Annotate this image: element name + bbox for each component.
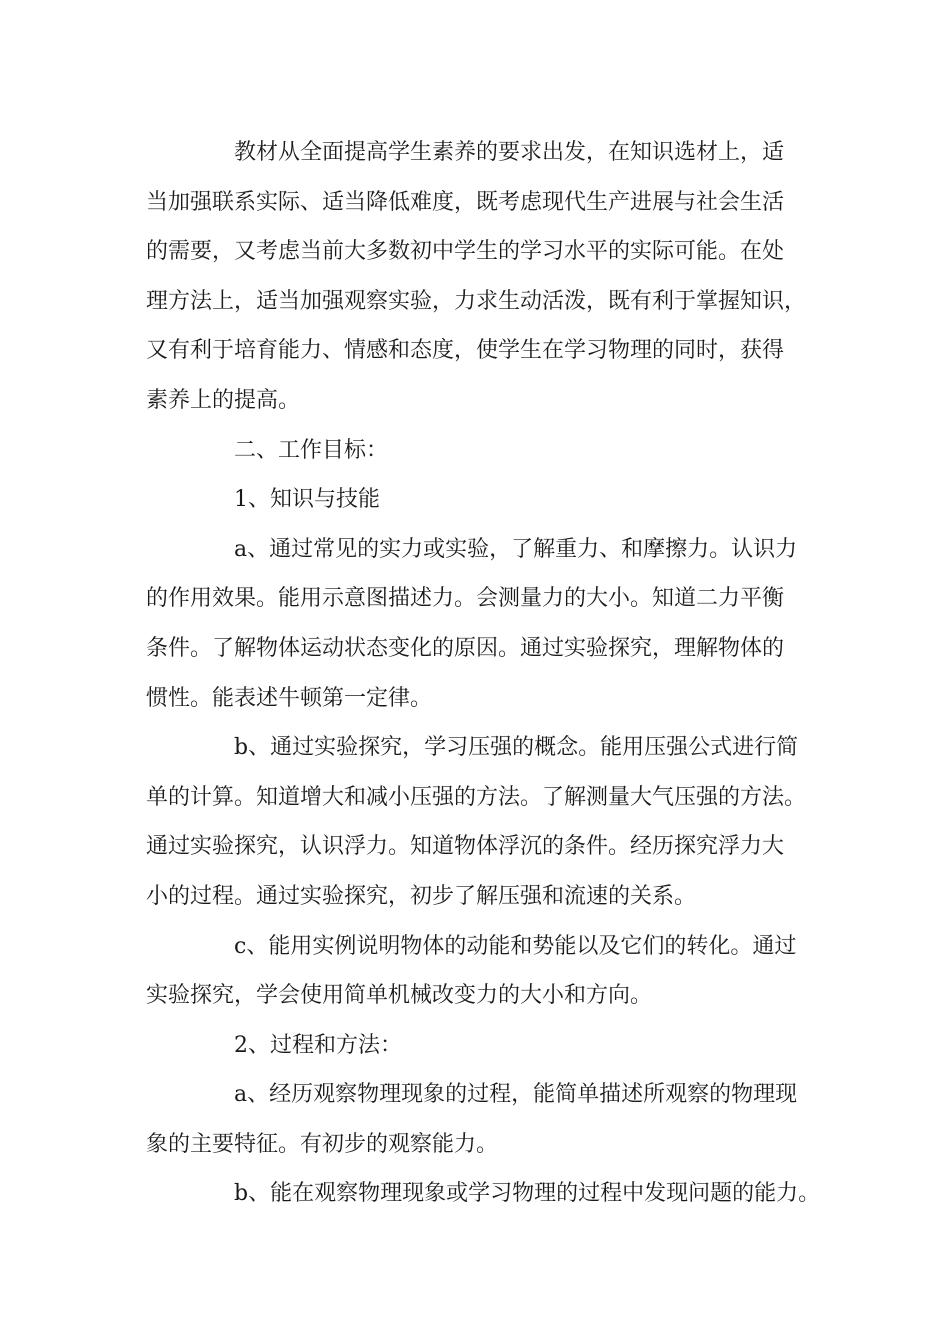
paragraph-line: 实验探究，学会使用简单机械改变力的大小和方向。	[146, 983, 653, 1009]
paragraph-line: 的需要，又考虑当前大多数初中学生的学习水平的实际可能。在处	[146, 239, 785, 265]
subsection-heading: 1、知识与技能	[234, 487, 380, 513]
paragraph-line: b、通过实验探究，学习压强的概念。能用压强公式进行简	[234, 735, 799, 761]
paragraph-line: 通过实验探究，认识浮力。知道物体浮沉的条件。经历探究浮力大	[146, 834, 785, 860]
section-heading: 二、工作目标：	[234, 437, 389, 463]
paragraph-line: 素养上的提高。	[146, 387, 301, 413]
paragraph-line: a、经历观察物理现象的过程，能简单描述所观察的物理现	[234, 1082, 798, 1108]
paragraph-line: 的作用效果。能用示意图描述力。会测量力的大小。知道二力平衡	[146, 586, 785, 612]
paragraph-line: 象的主要特征。有初步的观察能力。	[146, 1131, 499, 1157]
paragraph-line: 又有利于培育能力、情感和态度，使学生在学习物理的同时，获得	[146, 338, 785, 364]
paragraph-line: c、能用实例说明物体的动能和势能以及它们的转化。通过	[234, 933, 797, 959]
document-body	[146, 128, 826, 1219]
paragraph-line: b、能在观察物理现象或学习物理的过程中发现问题的能力。	[234, 1181, 821, 1207]
paragraph-line: 单的计算。知道增大和减小压强的方法。了解测量大气压强的方法。	[146, 784, 807, 810]
paragraph-line: 惯性。能表述牛顿第一定律。	[146, 685, 433, 711]
paragraph-line: 条件。了解物体运动状态变化的原因。通过实验探究，理解物体的	[146, 635, 785, 661]
paragraph-line: a、通过常见的实力或实验，了解重力、和摩擦力。认识力	[234, 536, 798, 562]
paragraph-line: 小的过程。通过实验探究，初步了解压强和流速的关系。	[146, 883, 697, 909]
paragraph-line: 当加强联系实际、适当降低难度，既考虑现代生产进展与社会生活	[146, 189, 785, 215]
paragraph-line: 教材从全面提高学生素养的要求出发，在知识选材上，适	[234, 140, 785, 165]
subsection-heading: 2、过程和方法：	[234, 1032, 402, 1058]
paragraph-line: 理方法上，适当加强观察实验，力求生动活泼，既有利于掌握知识，	[146, 288, 807, 314]
